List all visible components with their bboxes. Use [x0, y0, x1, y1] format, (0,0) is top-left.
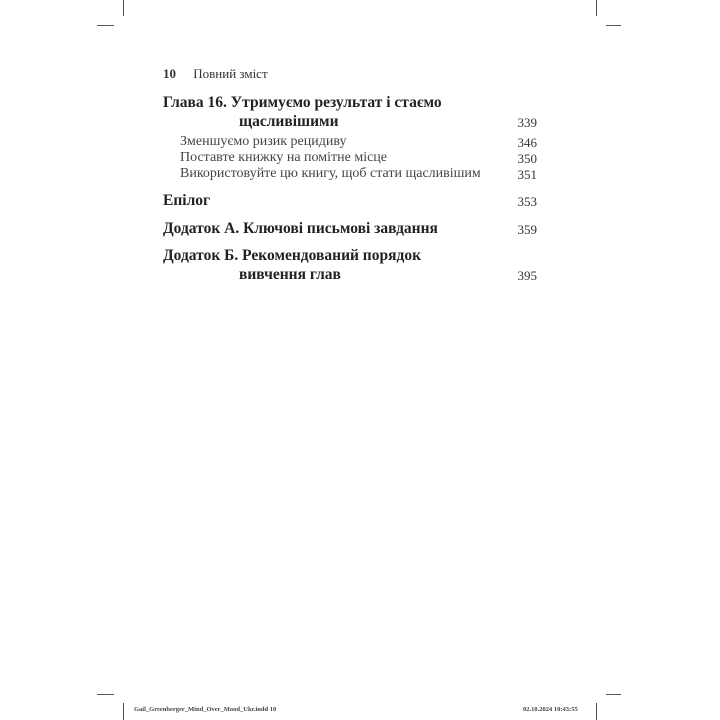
crop-mark-top-right-horizontal: [606, 25, 621, 26]
toc-page-number: 350: [517, 151, 537, 166]
toc-title-line-1: Додаток А. Ключові письмові завдання: [163, 220, 438, 237]
toc-page-number: 339: [517, 115, 537, 130]
toc-page-number: 351: [517, 167, 537, 182]
toc-title-line-1: Додаток Б. Рекомендований порядок: [163, 247, 422, 264]
toc-page-number: 359: [517, 222, 537, 237]
toc-title-line-1: Епілог: [163, 192, 211, 209]
toc-entry-title: [163, 192, 537, 210]
running-head-title: Повний зміст: [193, 66, 268, 81]
toc-title-line-1: Глава 16. Утримуємо результат і стаємо: [163, 94, 442, 111]
print-slug-datetime: 02.10.2024 10:43:55: [523, 706, 578, 713]
toc-entry-appendix-a: [163, 220, 537, 238]
toc-title-line-2: щасливішими: [239, 113, 339, 130]
toc-page-number: 353: [517, 194, 537, 209]
crop-mark-top-left-horizontal: [97, 25, 114, 26]
toc-entry-section: [163, 166, 537, 182]
crop-mark-bottom-left-horizontal: [97, 694, 114, 695]
crop-mark-bottom-right-vertical: [596, 703, 597, 720]
toc-entry-title: [163, 94, 537, 131]
running-head: [163, 66, 268, 82]
crop-mark-top-right-vertical: [596, 0, 597, 16]
toc-page-number: 346: [517, 135, 537, 150]
crop-mark-top-left-vertical: [123, 0, 124, 16]
toc-entry-title: Використовуйте цю книгу, щоб стати щасливішим: [180, 166, 481, 181]
print-slug-filename: Gail_Greenberger_Mind_Over_Mood_Ukr.indd 10: [134, 706, 277, 713]
toc-title-line-2: вивчення глав: [239, 266, 341, 283]
toc-page-number: 395: [517, 268, 537, 283]
toc-entry-title: [163, 220, 537, 238]
crop-mark-bottom-left-vertical: [123, 703, 124, 720]
toc-entry-section: [163, 134, 537, 150]
toc-entry-title: Зменшуємо ризик рецидиву: [180, 134, 347, 149]
toc-entry-chapter-16: [163, 94, 537, 131]
toc-entry-epilogue: [163, 192, 537, 210]
toc-entry-title: [163, 247, 537, 284]
toc-entry-title: Поставте книжку на помітне місце: [180, 150, 388, 165]
toc-entry-appendix-b: [163, 247, 537, 284]
page-number: 10: [163, 66, 176, 81]
crop-mark-bottom-right-horizontal: [606, 694, 621, 695]
toc-entry-section: [163, 150, 537, 166]
